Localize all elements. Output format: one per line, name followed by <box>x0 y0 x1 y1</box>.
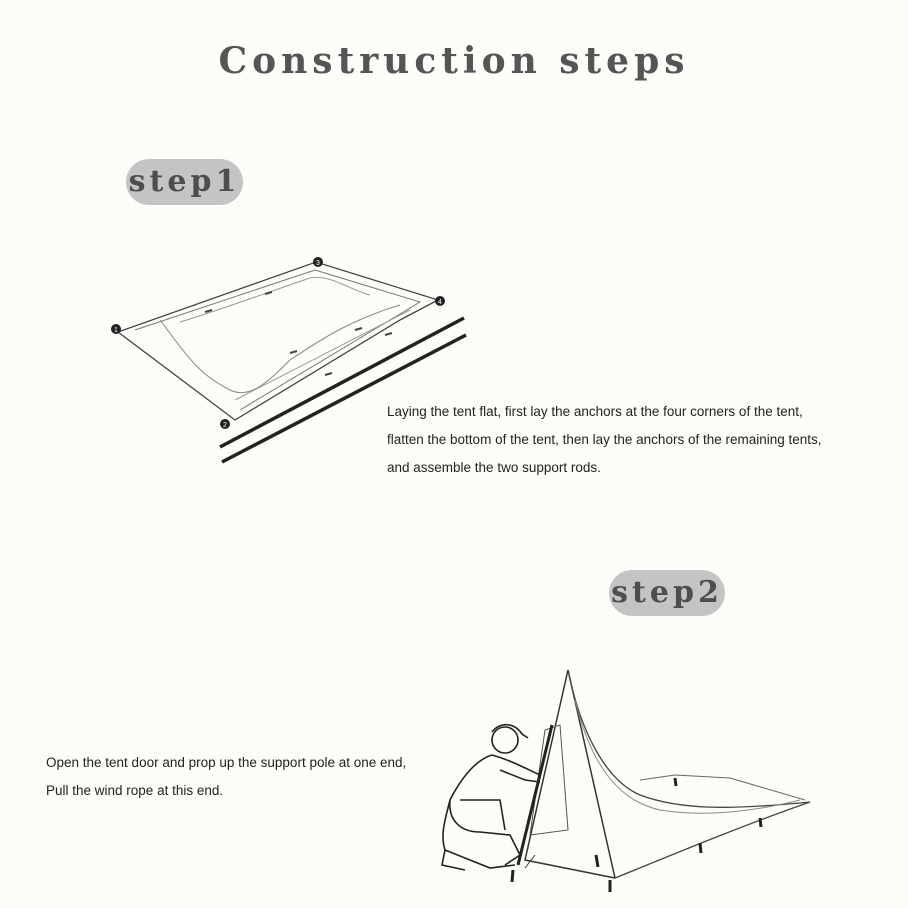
step2-line: Open the tent door and prop up the support pole at one end, <box>46 755 407 770</box>
svg-text:1: 1 <box>114 327 118 334</box>
tent-pitching-illustration <box>430 660 820 895</box>
corner-marker-4 <box>435 296 445 306</box>
svg-text:4: 4 <box>438 299 442 306</box>
step1-line: and assemble the two support rods. <box>387 460 601 475</box>
page-title: Construction steps <box>218 40 690 82</box>
step1-line: Laying the tent flat, first lay the anchors at the four corners of the tent, <box>387 404 803 419</box>
svg-text:3: 3 <box>316 260 320 267</box>
step1-badge: step1 <box>126 159 243 205</box>
corner-marker-3 <box>313 257 323 267</box>
step2-badge: step2 <box>609 570 725 616</box>
person-figure <box>442 725 540 870</box>
step1-line: flatten the bottom of the tent, then lay the anchors of the remaining tents, <box>387 432 822 447</box>
svg-text:2: 2 <box>223 422 227 429</box>
step1-description <box>387 398 887 482</box>
corner-marker-1 <box>111 324 121 334</box>
corner-marker-2 <box>220 419 230 429</box>
step2-line: Pull the wind rope at this end. <box>46 783 224 798</box>
step2-description <box>46 749 466 805</box>
